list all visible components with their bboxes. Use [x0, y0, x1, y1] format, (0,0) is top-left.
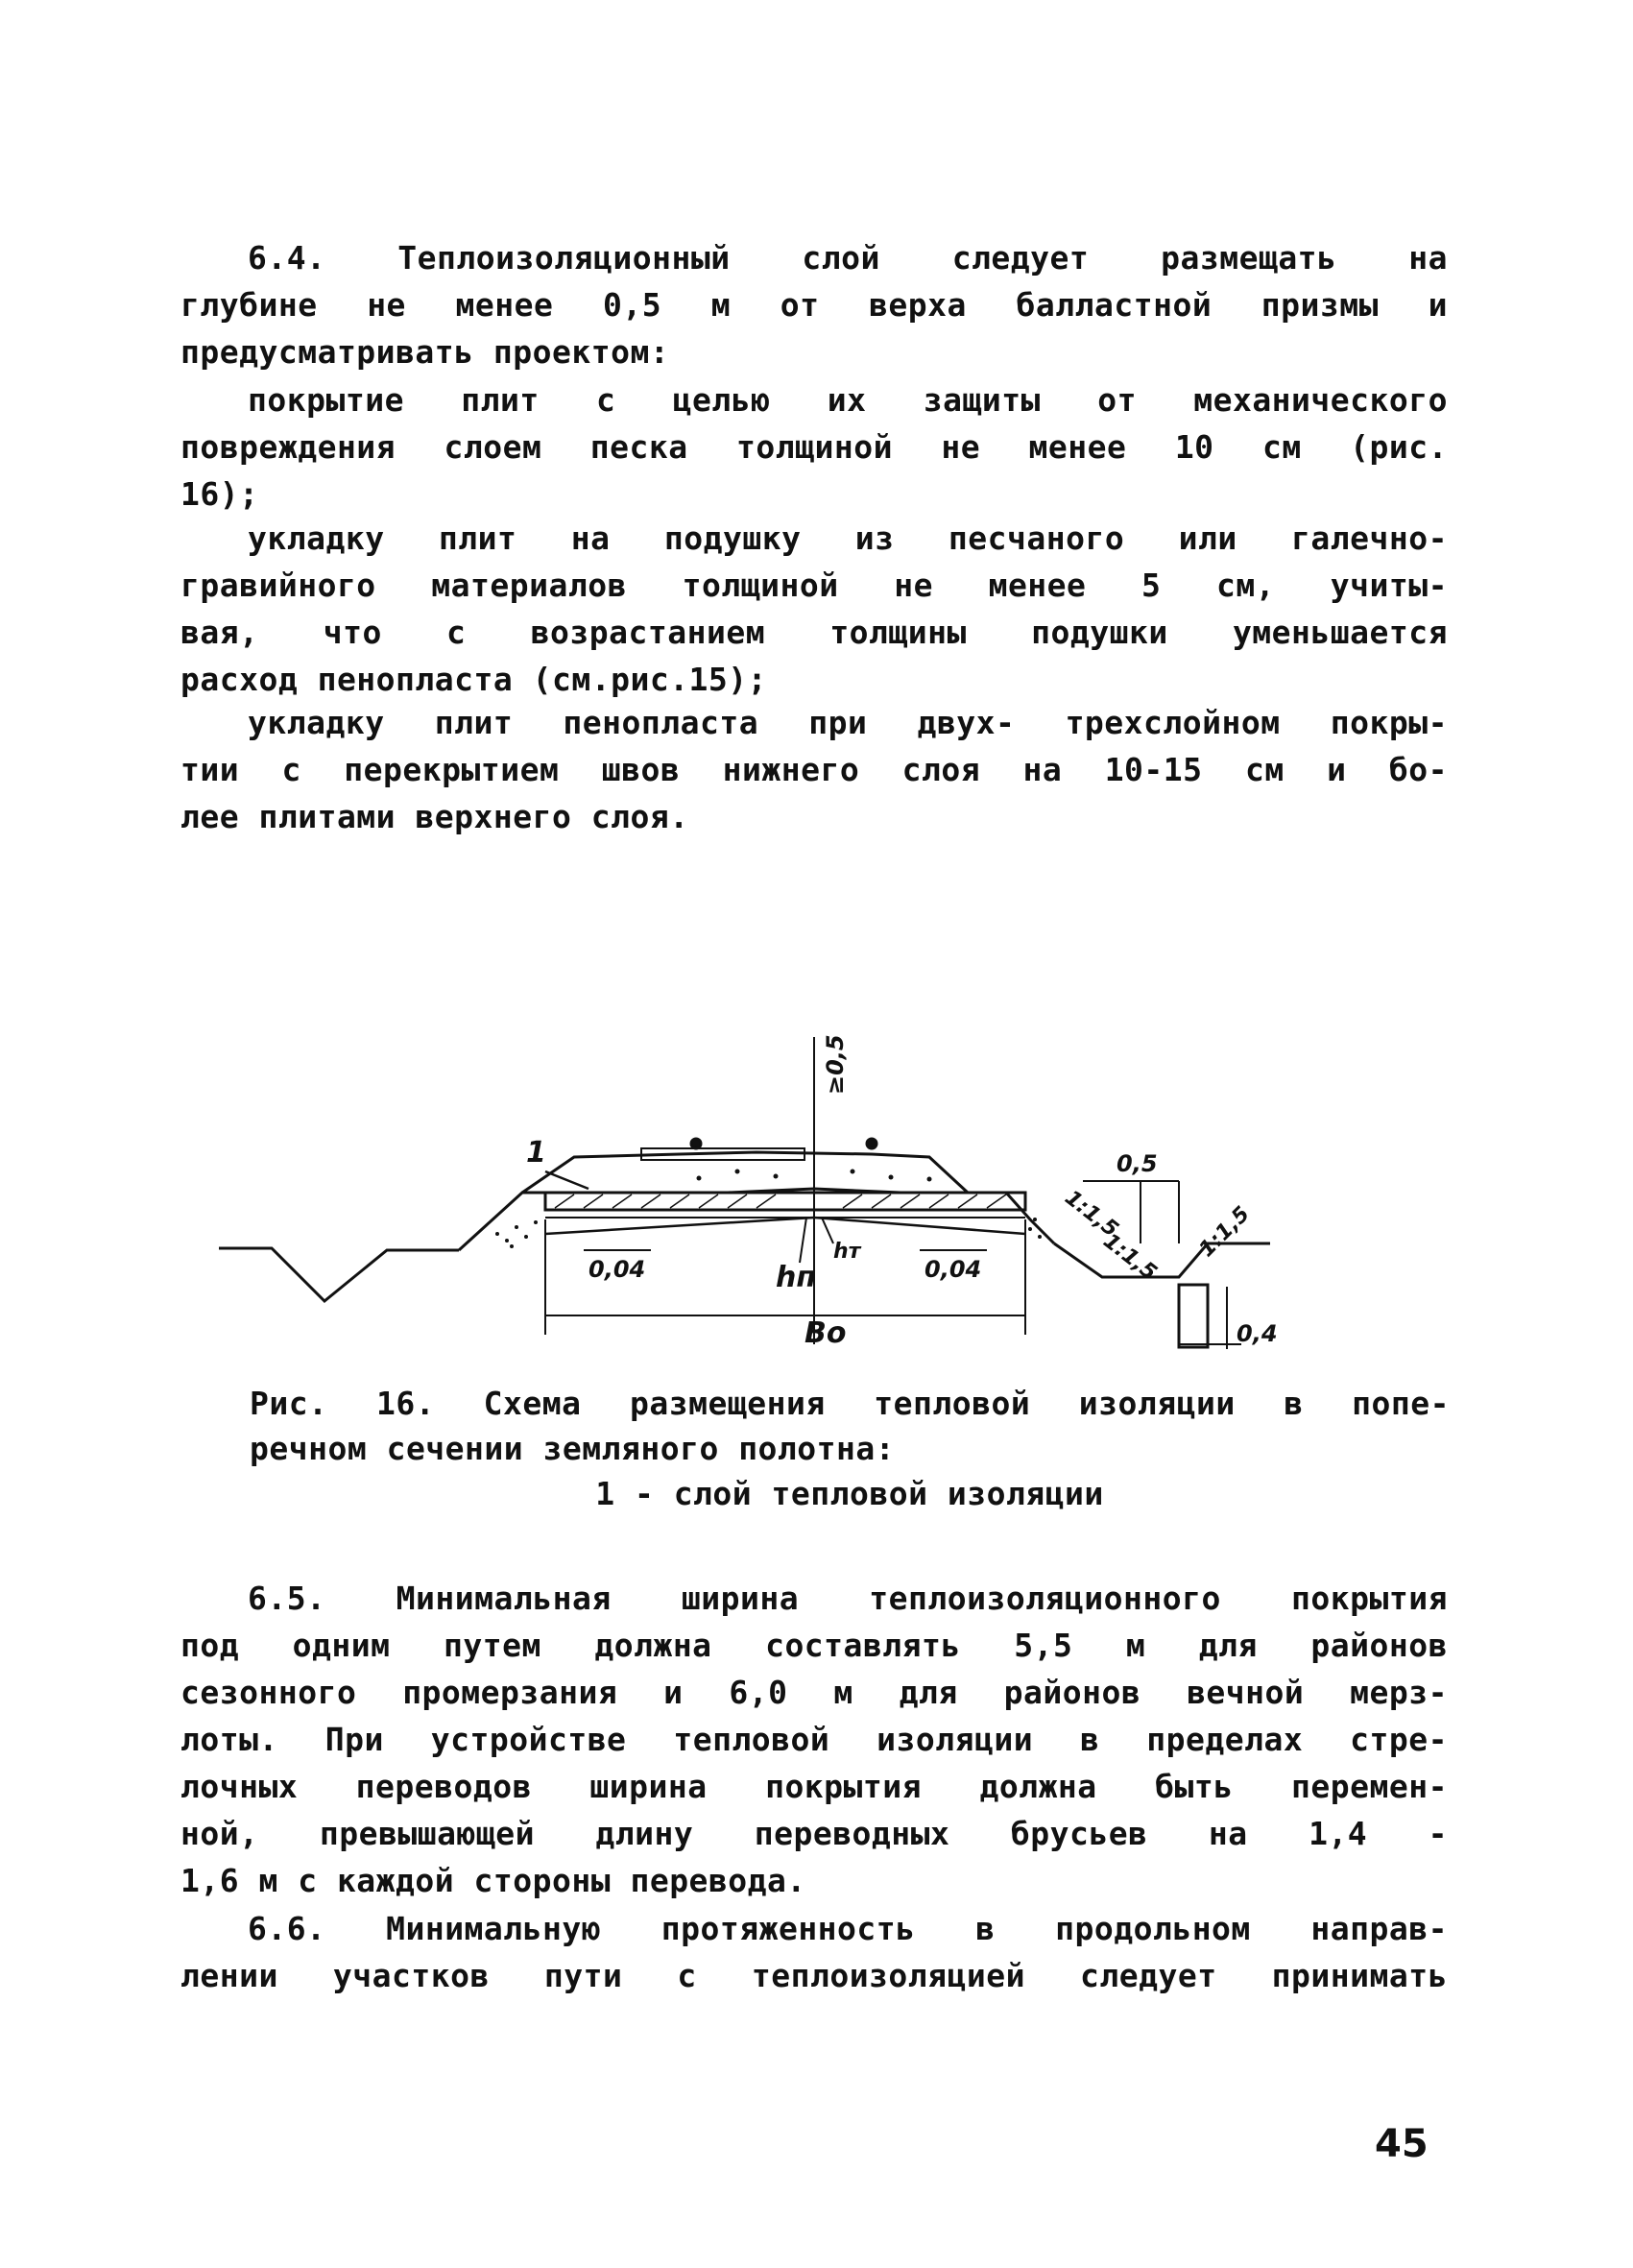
text-line: глубине не менее 0,5 м от верха балластной призмы и [180, 286, 1448, 324]
ditch-bottom-label: 0,4 [1237, 1320, 1278, 1347]
dim-top-right-label: 0,5 [1117, 1150, 1158, 1177]
layer-marker-label: 1 [526, 1136, 546, 1170]
text-line: 1,6 м с каждой стороны перевода. [180, 1862, 806, 1899]
left-ground [219, 1248, 459, 1301]
text-line: лее плитами верхнего слоя. [180, 798, 689, 835]
text-line: укладку плит пенопласта при двух- трехслойном покры- [248, 704, 1448, 741]
grade-right-label: 0,04 [925, 1256, 982, 1283]
ditch-bottom [1179, 1285, 1208, 1347]
hp-label: hп [776, 1261, 817, 1294]
ballast-prism [522, 1152, 968, 1193]
text-line: укладку плит на подушку из песчаного или галечно- [248, 519, 1448, 557]
right-ditch [1054, 1243, 1270, 1277]
text-line: тии с перекрытием швов нижнего слоя на 10-15 см и бо- [180, 751, 1448, 788]
text-line: 6.6. Минимальную протяженность в продольном направ- [248, 1910, 1448, 1947]
text-line: лоты. При устройстве тепловой изоляции в пределах стре- [180, 1721, 1448, 1758]
paragraph-6-6 [180, 1905, 1448, 1999]
caption-line: Рис. 16. Схема размещения тепловой изоляции в попе- [250, 1385, 1450, 1422]
text-line: повреждения слоем песка толщиной не менее 10 см (рис. [180, 428, 1448, 466]
text-line: 16); [180, 475, 259, 513]
text-line: покрытие плит с целью их защиты от механического [248, 381, 1448, 419]
page-number: 45 [1375, 2122, 1429, 2166]
text-line: под одним путем должна составлять 5,5 м для районов [180, 1627, 1448, 1664]
list-item-cushion [180, 515, 1448, 703]
text-line: 6.5. Минимальная ширина теплоизоляционного покрытия [248, 1580, 1448, 1617]
paragraph-6-5 [180, 1575, 1448, 1904]
text-line: предусматривать проектом: [180, 333, 670, 371]
text-line: вая, что с возрастанием толщины подушки уменьшается [180, 614, 1448, 651]
figure-caption [250, 1381, 1450, 1516]
text-line: гравийного материалов толщиной не менее 5 см, учиты- [180, 567, 1448, 604]
text-line: лении участков пути с теплоизоляцией следует принимать [180, 1957, 1448, 1994]
slope-ditch-left-label: 1:1,5 [1098, 1229, 1162, 1286]
ht-label: hт [833, 1240, 861, 1264]
text-line: 6.4. Теплоизоляционный слой следует размещать на [248, 239, 1448, 277]
rail-left [691, 1139, 701, 1148]
cross-section-diagram [219, 1027, 1409, 1359]
text-line: расход пенопласта (см.рис.15); [180, 661, 768, 698]
insulation-layer [545, 1193, 1025, 1210]
text-line: ной, превышающей длину переводных брусьев на 1,4 - [180, 1815, 1448, 1852]
paragraph-6-4 [180, 234, 1448, 375]
slope-left-label: 1:1,5 [1060, 1186, 1123, 1243]
text-line: сезонного промерзания и 6,0 м для районов вечной мерз- [180, 1674, 1448, 1711]
list-item-layers [180, 699, 1448, 840]
rail-right [867, 1139, 877, 1148]
caption-line: речном сечении земляного полотна: [250, 1430, 896, 1467]
slope-ditch-right-label: 1:1,5 [1194, 1201, 1255, 1263]
bo-label: Bo [804, 1316, 847, 1350]
depth-min-label: ≥0,5 [822, 1034, 849, 1095]
grade-left-label: 0,04 [588, 1256, 646, 1283]
subgrade-crown [545, 1218, 1025, 1234]
list-item-cover [180, 376, 1448, 518]
caption-legend: 1 - слой тепловой изоляции [595, 1475, 1104, 1512]
text-line: лочных переводов ширина покрытия должна быть перемен- [180, 1768, 1448, 1805]
